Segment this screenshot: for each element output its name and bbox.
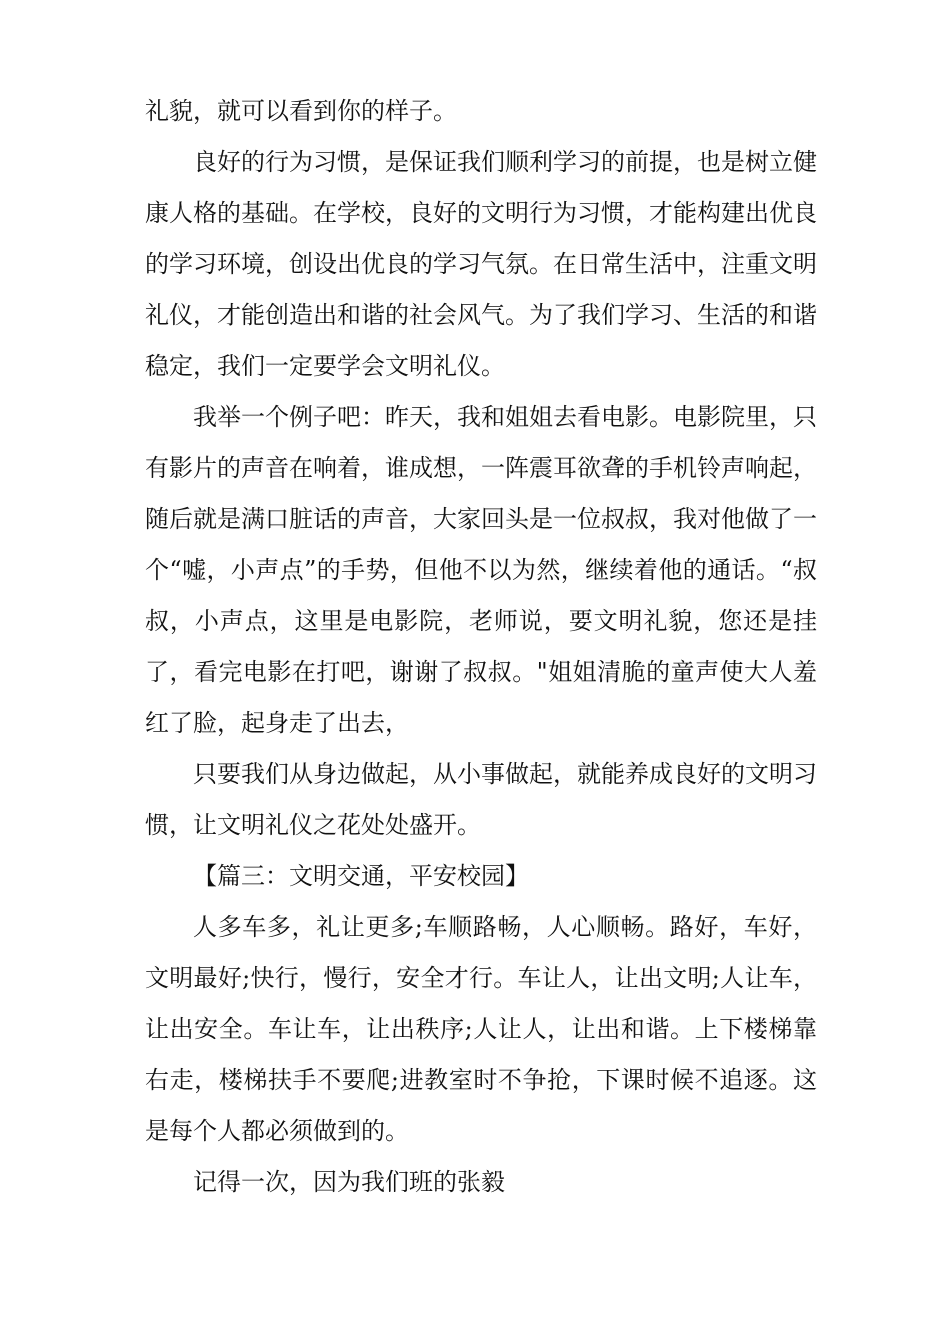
paragraph-traffic-slogans: 人多车多，礼让更多;车顺路畅，人心顺畅。路好，车好，文明最好;快行，慢行，安全才行。车让人，让出文明;人让车，让出安全。车让车，让出秩序;人让人，让出和谐。上下楼梯靠右走，楼梯扶手不要爬;进教室时不争抢，下课时候不追逐。这是每个人都必须做到的。 (145, 913, 817, 1145)
paragraph-cinema-example: 我举一个例子吧：昨天，我和姐姐去看电影。电影院里，只有影片的声音在响着，谁成想，一阵震耳欲聋的手机铃声响起，随后就是满口脏话的声音，大家回头是一位叔叔，我对他做了一个“嘘，小声点”的手势，但他不以为然，继续着他的通话。“叔叔，小声点，这里是电影院，老师说，要文明礼貌，您还是挂了，看完电影在打吧，谢谢了叔叔。"姐姐清脆的童声使大人羞红了脸，起身走了出去， (145, 403, 817, 737)
section-heading-part-three: 【篇三：文明交通，平安校园】 (193, 862, 529, 890)
paragraph-continuation: 礼貌，就可以看到你的样子。 (145, 97, 457, 125)
paragraph-start-small: 只要我们从身边做起，从小事做起，就能养成良好的文明习惯，让文明礼仪之花处处盛开。 (145, 760, 817, 839)
paragraph-habits: 良好的行为习惯，是保证我们顺利学习的前提，也是树立健康人格的基础。在学校，良好的文明行为习惯，才能构建出优良的学习环境，创设出优良的学习气氛。在日常生活中，注重文明礼仪，才能创造出和谐的社会风气。为了我们学习、生活的和谐稳定，我们一定要学会文明礼仪。 (145, 148, 817, 380)
document-body (145, 86, 817, 1208)
paragraph-remember-once: 记得一次，因为我们班的张毅 (193, 1168, 505, 1196)
